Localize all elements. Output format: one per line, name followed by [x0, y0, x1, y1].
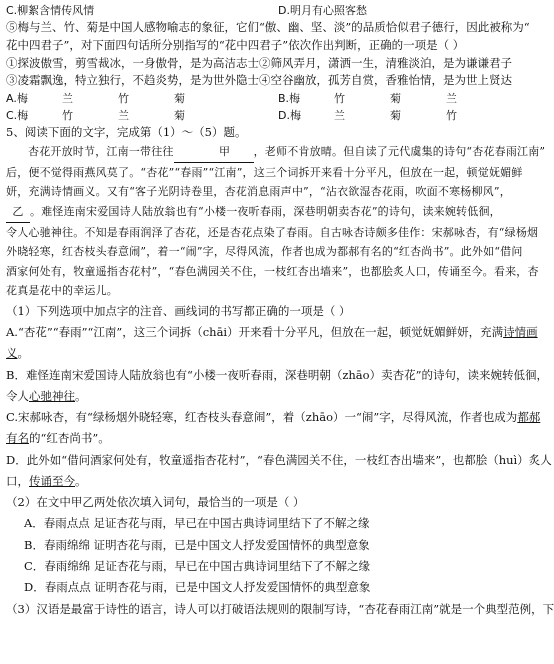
passage-line-3: 妍，充满诗情画义。又有“客子光阴诗卷里，杏花消息雨声中”，“沾衣欲湿杏花雨，吹面不寒杨柳风”， — [6, 185, 511, 199]
q1-option-a-line-2: 义。 — [6, 346, 29, 361]
q1-option-b-line-2: 令人心驰神往。 — [6, 388, 87, 403]
q5-line-2: 花中四君子”，对下面四句话所分别指写的“花中四君子”依次作出判断，正确的一项是（ ） — [6, 37, 465, 52]
passage-line-1: 杏花开放时节，江南一带往往 甲 ，老师不肯放晴。但自读了元代虞集的诗句“杏花春雨江南” — [6, 142, 538, 163]
q5-option-a: A.梅 兰 竹 菊 — [6, 92, 185, 106]
top-options-row — [6, 2, 538, 19]
q5-line-4: ③凌霜飘逸，特立独行，不趋炎势，是为世外隐士④空谷幽放，孤芳自赏，香雅怡情，是为世上贤达 — [6, 73, 512, 88]
question-2 — [6, 492, 538, 598]
passage-line-4: 乙 。难怪连南宋爱国诗人陆放翁也有“小楼一夜听春雨，深巷明朝卖杏花”的诗句，读来婉转低徊， — [6, 202, 538, 223]
q5-option-d: D.梅 兰 菊 竹 — [278, 109, 457, 123]
passage-line-7: 酒家何处有，牧童遥指杏花村”，“春色满园关不住，一枝红杏出墙来”，也都脍炙人口，传诵至今。看来，杏 — [6, 264, 539, 278]
q2-option-d: D．春雨点点 证明杏花与雨，已是中国文人抒发爱国情怀的典型意象 — [24, 580, 371, 595]
q1-option-a-line-1: A.“杏花”“春雨”“江南”，这三个词拆（chāi）开来看十分平凡，但放在一起，顿觉妩媚鲜妍，充满诗情画 — [6, 325, 538, 340]
passage-line-5: 令人心驰神往。不知是春雨润泽了杏花，还是杏花点染了春雨。自古咏杏诗颇多佳作：宋郝咏杏，有“绿杨烟 — [6, 225, 539, 239]
q5-options-row-2 — [6, 107, 538, 124]
underlined-word: 心驰神往 — [29, 388, 75, 403]
q5-line-3: ①探波傲雪，剪雪裁冰，一身傲骨，是为高洁志士②筛风弄月，潇洒一生，清雅淡泊，是为谦谦君子 — [6, 55, 512, 70]
underlined-word: 都郝 — [517, 410, 541, 425]
option-d: D.明月有心照客愁 — [278, 4, 367, 17]
reading-passage — [6, 142, 546, 301]
q1-option-d-line-2: 口，传诵至今。 — [6, 473, 87, 488]
underlined-word: 有名 — [6, 431, 29, 446]
q2-option-a: A．春雨点点 足证杏花与雨，早已在中国古典诗词里结下了不解之缘 — [24, 516, 370, 531]
blank-jia: 甲 — [174, 142, 254, 163]
q1-option-c-line-1: C.宋郝咏杏，有“绿杨烟外晓轻寒，红杏枝头春意闹”，着（zhāo）一“闹”字，尽得风流，作者也成为都郝 — [6, 410, 541, 425]
q5-options-row-1 — [6, 90, 538, 107]
section-header: 5、阅读下面的文字，完成第（1）～（5）题。 — [6, 125, 247, 140]
passage-line-2: 后，便不觉得雨燕风莫了。“杏花”“春雨”“江南”，这三个词拆开来看十分平凡，但放在一起，顿觉妩媚鲜 — [6, 165, 523, 179]
q1-option-b-line-1: B．难怪连南宋爱国诗人陆放翁也有“小楼一夜听春雨，深巷明朝（zhāo）卖杏花”的诗句，读来婉转低徊， — [6, 367, 548, 382]
q5-option-c: C.梅 竹 兰 菊 — [6, 109, 185, 123]
q2-option-b: B．春雨绵绵 证明杏花与雨，已是中国文人抒发爱国情怀的典型意象 — [24, 537, 370, 552]
q2-option-c: C．春雨绵绵 足证杏花与雨，早已在中国古典诗词里结下了不解之缘 — [24, 559, 370, 574]
blank-yi: 乙 — [6, 202, 30, 223]
q1-option-d-line-1: D．此外如“借问酒家何处有，牧童遥指杏花村”，“春色满园关不住，一枝红杏出墙来”，也都脍（huì）炙人 — [6, 452, 552, 467]
question-1 — [6, 301, 552, 492]
option-c: C.柳絮含情传风情 — [6, 4, 95, 17]
underlined-word: 义 — [6, 346, 18, 361]
q2-stem: （2）在文中甲乙两处依次填入词句，最恰当的一项是（ ） — [6, 495, 305, 510]
q1-stem: （1）下列选项中加点字的注音、画线词的书写都正确的一项是（ ） — [6, 303, 351, 318]
q5-option-b: B.梅 竹 菊 兰 — [278, 92, 457, 106]
q3-stem: （3）汉语是最富于诗性的语言，诗人可以打破语法规则的限制写诗，“杏花春雨江南”就是一个典型范例，下 — [6, 601, 554, 616]
q1-option-c-line-2: 有名的“红杏尚书”。 — [6, 431, 110, 446]
underlined-word: 诗情画 — [503, 325, 538, 340]
passage-line-8: 花真是花中的幸运儿。 — [6, 284, 118, 298]
question-3 — [6, 599, 554, 620]
underlined-word: 传诵至今 — [29, 473, 75, 488]
passage-line-6: 外晓轻寒，红杏枝头春意闹”，着一“闹”字，尽得风流，作者也成为都郝有名的“红杏尚书”。此外如“借问 — [6, 245, 523, 259]
q5-line-1: ⑤梅与兰、竹、菊是中国人感物喻志的象征，它们“傲、幽、坚、淡”的品质恰似君子德行，因此被称为“ — [6, 20, 530, 35]
document-page — [6, 2, 554, 620]
